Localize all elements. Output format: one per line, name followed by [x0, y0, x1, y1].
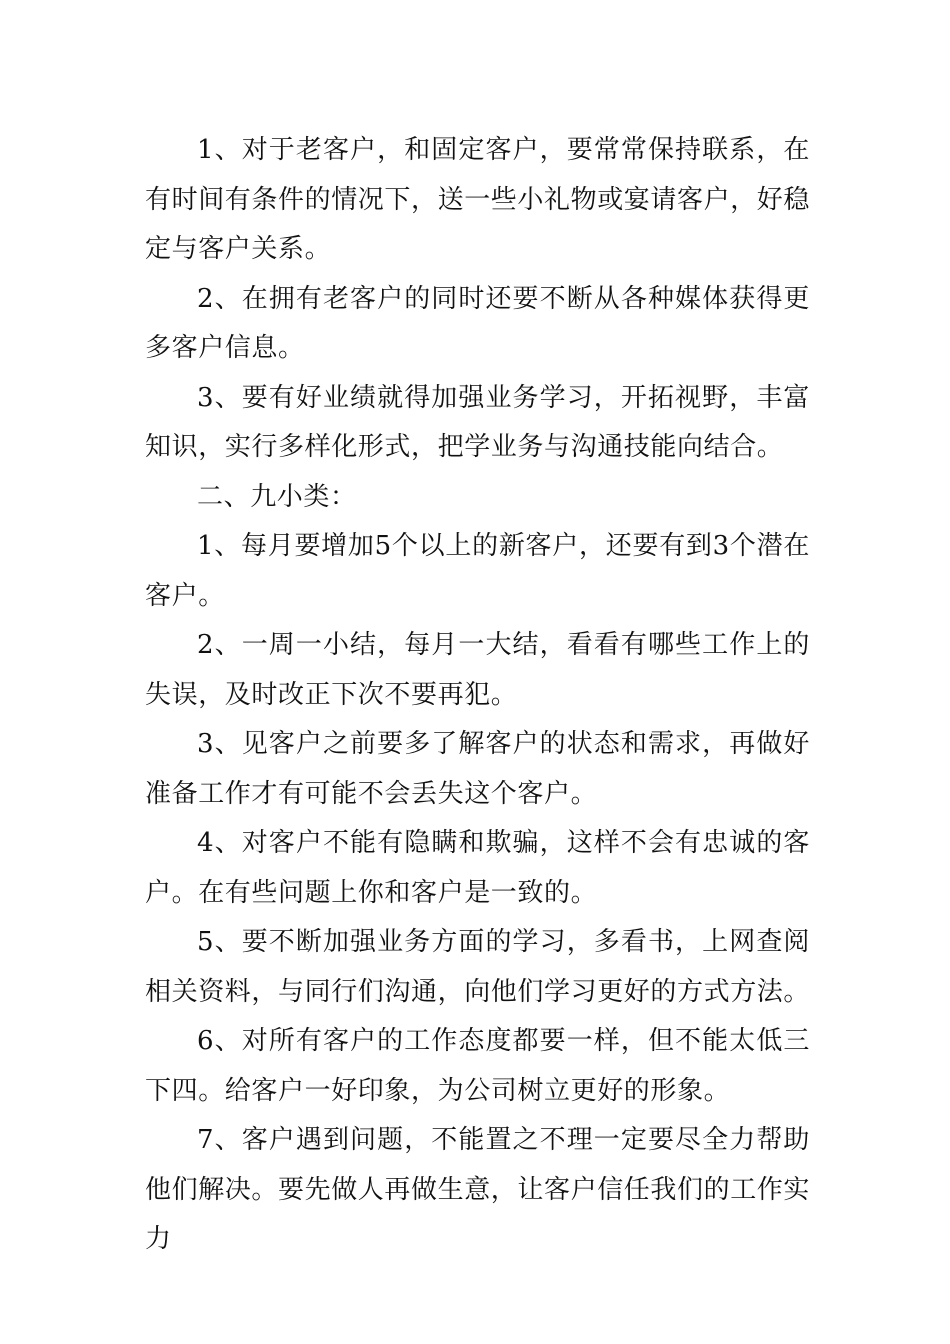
paragraph-3: 3、要有好业绩就得加强业务学习，开拓视野，丰富知识，实行多样化形式，把学业务与沟通技能向结合。: [145, 382, 810, 462]
paragraph-10: 6、对所有客户的工作态度都要一样，但不能太低三下四。给客户一好印象，为公司树立更好的形象。: [145, 1026, 810, 1106]
paragraph-6: 2、一周一小结，每月一大结，看看有哪些工作上的失误，及时改正下次不要再犯。: [145, 630, 810, 710]
paragraph-7: 3、见客户之前要多了解客户的状态和需求，再做好准备工作才有可能不会丢失这个客户。: [145, 729, 810, 809]
section-heading: 二、九小类：: [197, 481, 357, 512]
paragraph-9: 5、要不断加强业务方面的学习，多看书，上网查阅相关资料，与同行们沟通，向他们学习更好的方式方法。: [145, 927, 811, 1007]
document-body: [145, 126, 810, 1265]
paragraph-1: 1、对于老客户，和固定客户，要常常保持联系，在有时间有条件的情况下，送一些小礼物或宴请客户，好稳定与客户关系。: [145, 135, 811, 264]
paragraph-11: 7、客户遇到问题，不能置之不理一定要尽全力帮助他们解决。要先做人再做生意，让客户信任我们的工作实力: [145, 1125, 811, 1254]
paragraph-8: 4、对客户不能有隐瞒和欺骗，这样不会有忠诚的客户。在有些问题上你和客户是一致的。: [145, 828, 810, 908]
paragraph-5: 1、每月要增加5个以上的新客户，还要有到3个潜在客户。: [145, 531, 810, 611]
paragraph-2: 2、在拥有老客户的同时还要不断从各种媒体获得更多客户信息。: [145, 283, 810, 363]
